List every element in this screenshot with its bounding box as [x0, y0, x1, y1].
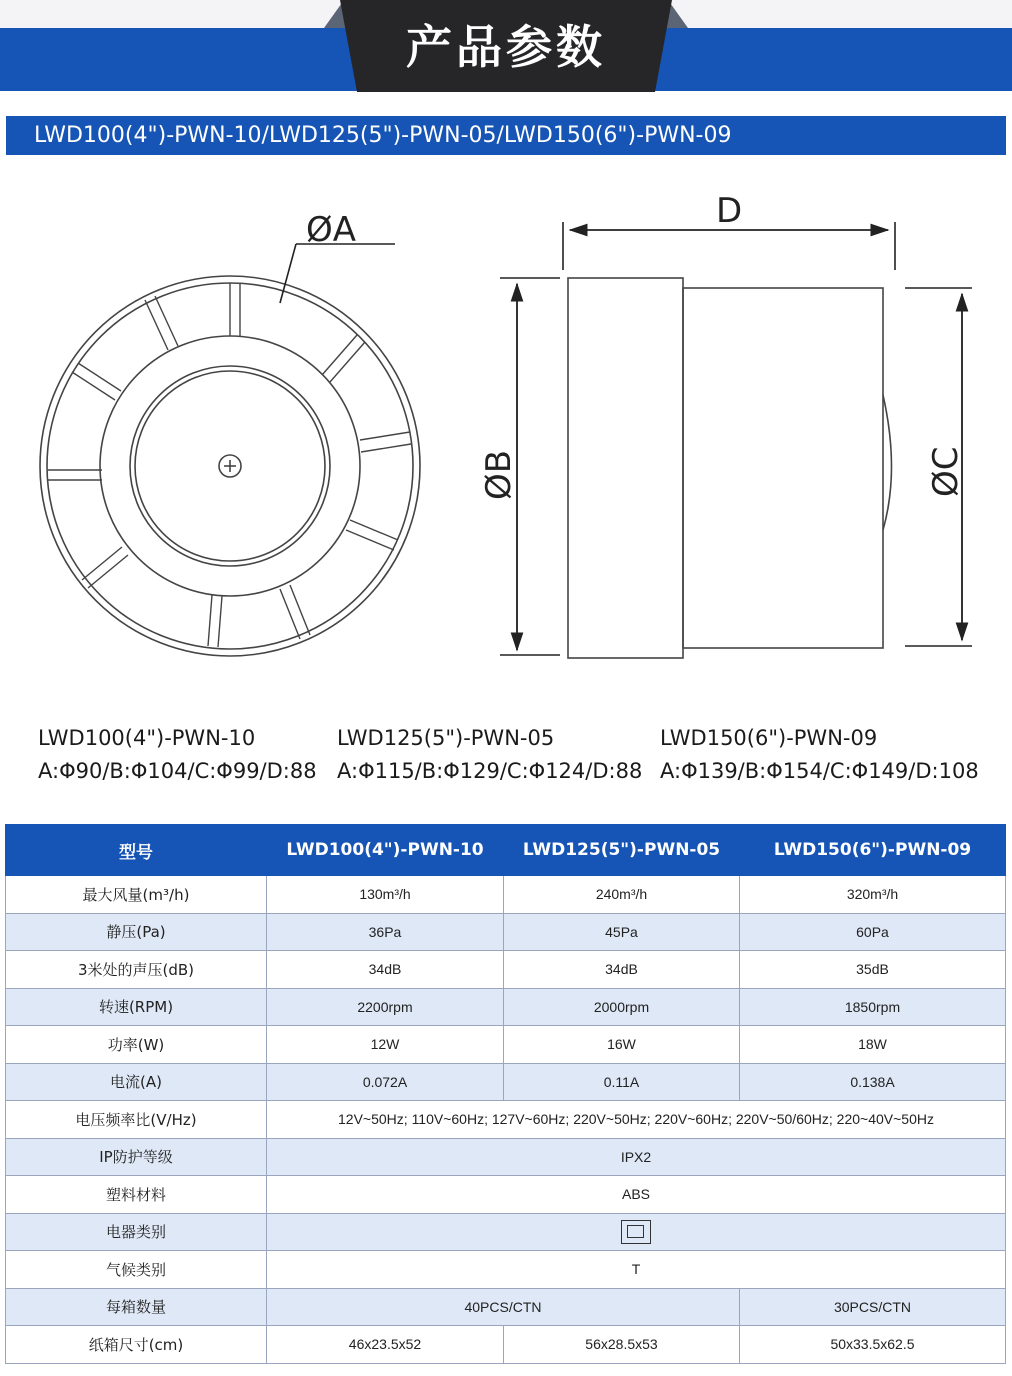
table-cell: 0.138A — [740, 1063, 1006, 1101]
table-cell: 16W — [504, 1026, 740, 1064]
table-cell: 2200rpm — [267, 988, 504, 1026]
table-cell: 130m³/h — [267, 876, 504, 914]
row-label: 3米处的声压(dB) — [6, 951, 267, 989]
row-label: 塑料材料 — [6, 1176, 267, 1214]
row-label: 最大风量(m³/h) — [6, 876, 267, 914]
front-view — [40, 244, 420, 656]
table-cell: 30PCS/CTN — [740, 1288, 1006, 1326]
table-row — [6, 951, 1006, 989]
table-row — [6, 1101, 1006, 1139]
table-row — [6, 1026, 1006, 1064]
row-label: 气候类别 — [6, 1251, 267, 1289]
row-label: 静压(Pa) — [6, 913, 267, 951]
table-cell: 2000rpm — [504, 988, 740, 1026]
label-c: ØC — [926, 446, 966, 497]
table-row — [6, 1138, 1006, 1176]
table-header-cell: LWD125(5")-PWN-05 — [504, 825, 740, 876]
table-cell: 12V~50Hz; 110V~60Hz; 127V~60Hz; 220V~50Hz; 220V~60Hz; 220V~50/60Hz; 220~40V~50Hz — [267, 1101, 1006, 1139]
row-label: IP防护等级 — [6, 1138, 267, 1176]
table-cell: 18W — [740, 1026, 1006, 1064]
model-bar — [6, 116, 1006, 155]
dims-lwd150 — [660, 722, 979, 788]
table-cell: 34dB — [267, 951, 504, 989]
table-cell: 320m³/h — [740, 876, 1006, 914]
table-cell: 40PCS/CTN — [267, 1288, 740, 1326]
row-label: 功率(W) — [6, 1026, 267, 1064]
table-cell: ABS — [267, 1176, 1006, 1214]
table-cell: 46x23.5x52 — [267, 1326, 504, 1364]
spec-table — [5, 824, 1006, 1364]
table-cell — [267, 1213, 1006, 1251]
table-cell: 34dB — [504, 951, 740, 989]
page-title: 产品参数 — [406, 20, 606, 74]
table-header-cell: LWD150(6")-PWN-09 — [740, 825, 1006, 876]
row-label: 电器类别 — [6, 1213, 267, 1251]
table-cell: 50x33.5x62.5 — [740, 1326, 1006, 1364]
table-cell: 0.11A — [504, 1063, 740, 1101]
table-row — [6, 988, 1006, 1026]
row-label: 纸箱尺寸(cm) — [6, 1326, 267, 1364]
side-view — [500, 222, 972, 658]
dims-model: LWD100(4")-PWN-10 — [38, 726, 256, 750]
table-row — [6, 1251, 1006, 1289]
table-row — [6, 1213, 1006, 1251]
table-row — [6, 913, 1006, 951]
table-row — [6, 1326, 1006, 1364]
row-label: 电流(A) — [6, 1063, 267, 1101]
table-row — [6, 876, 1006, 914]
label-d: D — [716, 191, 743, 231]
dims-lwd125 — [337, 722, 642, 788]
dims-values: A:Φ139/B:Φ154/C:Φ149/D:108 — [660, 759, 979, 783]
model-bar-text: LWD100(4")-PWN-10/LWD125(5")-PWN-05/LWD150(6")-PWN-09 — [34, 123, 732, 148]
dims-values: A:Φ115/B:Φ129/C:Φ124/D:88 — [337, 759, 643, 783]
technical-drawing — [0, 160, 1012, 705]
table-row — [6, 1176, 1006, 1214]
table-cell: 35dB — [740, 951, 1006, 989]
table-cell: 1850rpm — [740, 988, 1006, 1026]
class-ii-icon — [621, 1220, 651, 1244]
label-a: ØA — [306, 210, 357, 250]
table-cell: 240m³/h — [504, 876, 740, 914]
row-label: 每箱数量 — [6, 1288, 267, 1326]
table-cell: 12W — [267, 1026, 504, 1064]
dims-lwd100 — [38, 722, 317, 788]
table-cell: 0.072A — [267, 1063, 504, 1101]
row-label: 电压频率比(V/Hz) — [6, 1101, 267, 1139]
table-cell: 60Pa — [740, 913, 1006, 951]
dims-model: LWD125(5")-PWN-05 — [337, 726, 555, 750]
table-header-cell: 型号 — [6, 825, 267, 876]
table-header-cell: LWD100(4")-PWN-10 — [267, 825, 504, 876]
table-row — [6, 1063, 1006, 1101]
label-b: ØB — [479, 449, 519, 500]
table-cell: 45Pa — [504, 913, 740, 951]
table-cell: IPX2 — [267, 1138, 1006, 1176]
table-cell: 56x28.5x53 — [504, 1326, 740, 1364]
table-cell: 36Pa — [267, 913, 504, 951]
row-label: 转速(RPM) — [6, 988, 267, 1026]
table-row — [6, 1288, 1006, 1326]
table-cell: T — [267, 1251, 1006, 1289]
dims-model: LWD150(6")-PWN-09 — [660, 726, 878, 750]
dims-values: A:Φ90/B:Φ104/C:Φ99/D:88 — [38, 759, 317, 783]
table-header-row — [6, 825, 1006, 876]
